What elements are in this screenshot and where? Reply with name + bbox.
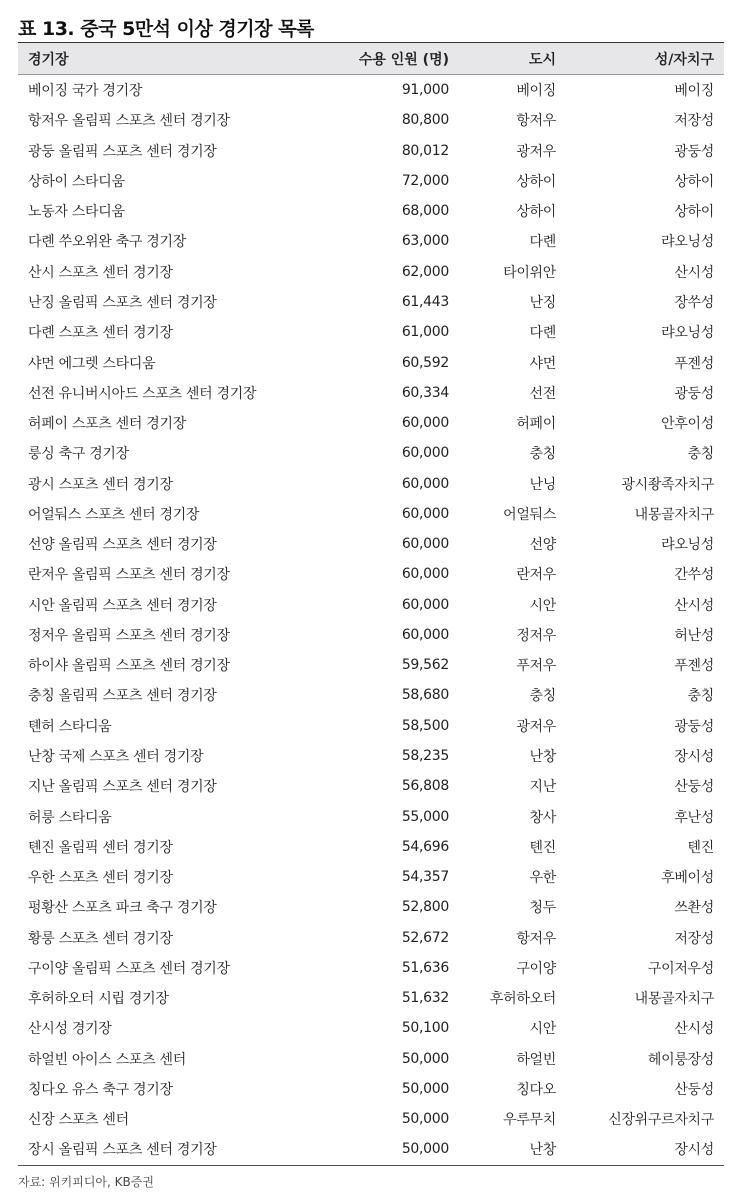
table-row — [18, 196, 724, 226]
cell-province: 톈진 — [687, 839, 714, 856]
cell-stadium: 난징 올림픽 스포츠 센터 경기장 — [28, 294, 217, 311]
header-province: 성/자치구 — [566, 43, 724, 75]
table-title: 표 13. 중국 5만석 이상 경기장 목록 — [18, 18, 314, 40]
table-row — [18, 226, 724, 256]
cell-capacity: 58,235 — [401, 747, 449, 764]
cell-stadium: 톈허 스타디움 — [28, 718, 112, 735]
table-row — [18, 136, 724, 166]
cell-city: 톈진 — [529, 839, 556, 856]
cell-capacity: 60,000 — [401, 475, 449, 492]
cell-city: 허페이 — [516, 416, 556, 433]
cell-city: 후허하오터 — [489, 991, 556, 1008]
table-row — [18, 680, 724, 710]
cell-stadium: 다롄 쑤오위완 축구 경기장 — [28, 234, 186, 251]
cell-province: 장시성 — [566, 1134, 724, 1165]
cell-stadium: 상하이 스타디움 — [28, 173, 125, 190]
cell-capacity: 61,443 — [401, 293, 449, 310]
cell-stadium: 황룽 스포츠 센터 경기장 — [28, 930, 173, 947]
cell-city: 창사 — [529, 809, 556, 826]
cell-city: 다롄 — [529, 325, 556, 342]
cell-capacity: 50,100 — [401, 1020, 449, 1037]
table-row — [18, 378, 724, 408]
cell-province: 저장성 — [674, 930, 714, 947]
table-row — [18, 347, 724, 377]
cell-capacity: 60,000 — [401, 536, 449, 553]
table-row — [18, 1134, 724, 1165]
cell-province: 산시성 — [674, 597, 714, 614]
cell-capacity: 60,000 — [401, 445, 449, 462]
cell-city: 난징 — [529, 294, 556, 311]
cell-capacity: 52,800 — [401, 899, 449, 916]
stadium-table — [18, 42, 724, 1166]
cell-city: 충칭 — [529, 688, 556, 705]
cell-stadium: 허페이 스포츠 센터 경기장 — [28, 416, 186, 433]
cell-city: 어얼둬스 — [503, 506, 556, 523]
cell-stadium: 샤먼 에그렛 스타디움 — [28, 355, 156, 372]
cell-city: 우한 — [529, 870, 556, 887]
cell-city: 광저우 — [516, 718, 556, 735]
cell-stadium: 충칭 올림픽 스포츠 센터 경기장 — [28, 688, 217, 705]
cell-capacity: 72,000 — [401, 172, 449, 189]
table-row — [18, 801, 724, 831]
cell-stadium: 톈진 올림픽 센터 경기장 — [28, 839, 173, 856]
cell-stadium: 베이징 국가 경기장 — [28, 83, 143, 100]
cell-province: 장시성 — [674, 748, 714, 765]
cell-stadium: 광시 스포츠 센터 경기장 — [28, 476, 173, 493]
cell-stadium: 지난 올림픽 스포츠 센터 경기장 — [28, 779, 217, 796]
table-row — [18, 408, 724, 438]
cell-city: 시안 — [529, 1021, 556, 1038]
table-row — [18, 1104, 724, 1134]
cell-province: 안후이성 — [661, 416, 714, 433]
cell-capacity: 63,000 — [401, 233, 449, 250]
cell-province: 푸젠성 — [674, 658, 714, 675]
table-row — [18, 1044, 724, 1074]
cell-capacity: 58,680 — [401, 687, 449, 704]
cell-capacity: 62,000 — [401, 263, 449, 280]
cell-capacity: 56,808 — [401, 778, 449, 795]
table-row — [18, 1074, 724, 1104]
cell-city: 충칭 — [529, 446, 556, 463]
cell-city: 항저우 — [516, 930, 556, 947]
cell-stadium: 하이샤 올림픽 스포츠 센터 경기장 — [28, 658, 230, 675]
cell-city: 다롄 — [529, 234, 556, 251]
table-row — [18, 105, 724, 135]
cell-stadium: 산시 스포츠 센터 경기장 — [28, 264, 173, 281]
header-city: 도시 — [459, 43, 566, 75]
cell-stadium: 산시성 경기장 — [28, 1021, 112, 1038]
cell-stadium: 어얼둬스 스포츠 센터 경기장 — [28, 506, 200, 523]
cell-province: 내몽골자치구 — [634, 506, 714, 523]
cell-capacity: 60,592 — [401, 354, 449, 371]
cell-capacity: 68,000 — [401, 203, 449, 220]
cell-capacity: 50,000 — [401, 1080, 449, 1097]
cell-province: 헤이룽장성 — [647, 1051, 714, 1068]
cell-capacity: 91,000 — [401, 82, 449, 99]
cell-stadium: 허룽 스타디움 — [28, 809, 112, 826]
cell-province: 장쑤성 — [674, 294, 714, 311]
cell-capacity: 51,632 — [401, 990, 449, 1007]
cell-province: 광둥성 — [674, 385, 714, 402]
table-row — [18, 287, 724, 317]
cell-province: 랴오닝성 — [661, 325, 714, 342]
cell-stadium: 후허하오터 시립 경기장 — [28, 991, 169, 1008]
cell-city: 타이위안 — [503, 264, 556, 281]
cell-province: 신장위구르자치구 — [608, 1112, 714, 1129]
cell-city: 샤먼 — [529, 355, 556, 372]
source-note: 자료: 위키피디아, KB증권 — [18, 1175, 154, 1189]
table-row — [18, 650, 724, 680]
cell-stadium: 펑황산 스포츠 파크 축구 경기장 — [28, 900, 217, 917]
cell-city: 선전 — [529, 385, 556, 402]
table-row — [18, 499, 724, 529]
cell-stadium: 룽싱 축구 경기장 — [28, 446, 129, 463]
cell-stadium: 하얼빈 아이스 스포츠 센터 — [28, 1051, 186, 1068]
cell-capacity: 55,000 — [401, 808, 449, 825]
cell-province: 푸젠성 — [674, 355, 714, 372]
table-row — [18, 590, 724, 620]
cell-stadium: 신장 스포츠 센터 — [28, 1112, 129, 1129]
table-row — [18, 438, 724, 468]
cell-city: 우루무치 — [503, 1112, 556, 1129]
cell-capacity: 60,000 — [401, 596, 449, 613]
cell-capacity: 54,696 — [401, 838, 449, 855]
cell-capacity: 50,000 — [401, 1111, 449, 1128]
cell-stadium: 광둥 올림픽 스포츠 센터 경기장 — [28, 143, 217, 160]
cell-capacity: 51,636 — [401, 959, 449, 976]
cell-province: 후난성 — [674, 809, 714, 826]
cell-city: 상하이 — [516, 173, 556, 190]
cell-capacity: 50,000 — [278, 1134, 459, 1165]
table-row — [18, 832, 724, 862]
cell-stadium: 선양 올림픽 스포츠 센터 경기장 — [28, 537, 217, 554]
table-row — [18, 862, 724, 892]
cell-city: 베이징 — [516, 83, 556, 100]
table-row — [18, 529, 724, 559]
table-row — [18, 620, 724, 650]
table-row — [18, 771, 724, 801]
cell-province: 충칭 — [687, 688, 714, 705]
cell-province: 광둥성 — [674, 143, 714, 160]
table-row — [18, 892, 724, 922]
cell-province: 상하이 — [674, 173, 714, 190]
header-row — [18, 43, 724, 75]
cell-city: 난창 — [529, 748, 556, 765]
cell-city: 푸저우 — [516, 658, 556, 675]
cell-stadium: 다롄 스포츠 센터 경기장 — [28, 325, 173, 342]
cell-capacity: 52,672 — [401, 929, 449, 946]
cell-stadium: 구이양 올림픽 스포츠 센터 경기장 — [28, 960, 230, 977]
cell-stadium: 항저우 올림픽 스포츠 센터 경기장 — [28, 113, 230, 130]
cell-province: 구이저우성 — [647, 960, 714, 977]
cell-capacity: 54,357 — [401, 869, 449, 886]
cell-province: 충칭 — [687, 446, 714, 463]
cell-capacity: 60,000 — [401, 505, 449, 522]
cell-stadium: 난창 국제 스포츠 센터 경기장 — [28, 748, 204, 765]
cell-city: 시안 — [529, 597, 556, 614]
table-row — [18, 317, 724, 347]
cell-city: 선양 — [529, 537, 556, 554]
cell-province: 간쑤성 — [674, 567, 714, 584]
table-row — [18, 1013, 724, 1043]
cell-capacity: 60,334 — [401, 384, 449, 401]
cell-city: 칭다오 — [516, 1081, 556, 1098]
table-row — [18, 953, 724, 983]
cell-city: 난창 — [459, 1134, 566, 1165]
table-row — [18, 922, 724, 952]
cell-capacity: 60,000 — [401, 566, 449, 583]
cell-stadium: 란저우 올림픽 스포츠 센터 경기장 — [28, 567, 230, 584]
cell-stadium: 정저우 올림픽 스포츠 센터 경기장 — [28, 627, 230, 644]
table-row — [18, 711, 724, 741]
cell-city: 란저우 — [516, 567, 556, 584]
cell-city: 지난 — [529, 779, 556, 796]
cell-capacity: 60,000 — [401, 626, 449, 643]
cell-province: 산시성 — [674, 264, 714, 281]
cell-capacity: 58,500 — [401, 717, 449, 734]
cell-stadium: 칭다오 유스 축구 경기장 — [28, 1081, 173, 1098]
cell-capacity: 80,800 — [401, 112, 449, 129]
table-header — [18, 43, 724, 75]
cell-province: 쓰촨성 — [674, 900, 714, 917]
cell-province: 랴오닝성 — [661, 234, 714, 251]
table-row — [18, 166, 724, 196]
header-capacity: 수용 인원 (명) — [278, 43, 459, 75]
cell-province: 내몽골자치구 — [634, 991, 714, 1008]
table-row — [18, 468, 724, 498]
table-row — [18, 75, 724, 106]
cell-capacity: 80,012 — [401, 142, 449, 159]
cell-city: 구이양 — [516, 960, 556, 977]
cell-province: 저장성 — [674, 113, 714, 130]
cell-stadium: 선전 유니버시아드 스포츠 센터 경기장 — [28, 385, 257, 402]
cell-province: 산둥성 — [674, 779, 714, 796]
cell-stadium: 노동자 스타디움 — [28, 204, 125, 221]
cell-city: 상하이 — [516, 204, 556, 221]
table-row — [18, 741, 724, 771]
cell-stadium: 시안 올림픽 스포츠 센터 경기장 — [28, 597, 217, 614]
cell-province: 후베이성 — [661, 870, 714, 887]
table-row — [18, 983, 724, 1013]
cell-stadium: 장시 올림픽 스포츠 센터 경기장 — [18, 1134, 278, 1165]
header-stadium: 경기장 — [18, 43, 278, 75]
cell-province: 광둥성 — [674, 718, 714, 735]
cell-city: 하얼빈 — [516, 1051, 556, 1068]
table-body — [18, 75, 724, 1166]
cell-province: 랴오닝성 — [661, 537, 714, 554]
cell-city: 정저우 — [516, 627, 556, 644]
table-row — [18, 559, 724, 589]
cell-capacity: 61,000 — [401, 324, 449, 341]
cell-city: 난닝 — [529, 476, 556, 493]
cell-province: 광시좡족자치구 — [621, 476, 714, 493]
table-row — [18, 257, 724, 287]
cell-province: 허난성 — [674, 627, 714, 644]
cell-province: 산둥성 — [674, 1081, 714, 1098]
cell-stadium: 우한 스포츠 센터 경기장 — [28, 870, 173, 887]
cell-city: 항저우 — [516, 113, 556, 130]
cell-province: 산시성 — [674, 1021, 714, 1038]
cell-capacity: 60,000 — [401, 415, 449, 432]
cell-province: 상하이 — [674, 204, 714, 221]
cell-capacity: 50,000 — [401, 1050, 449, 1067]
cell-province: 베이징 — [674, 83, 714, 100]
cell-city: 광저우 — [516, 143, 556, 160]
cell-capacity: 59,562 — [401, 657, 449, 674]
cell-city: 청두 — [529, 900, 556, 917]
